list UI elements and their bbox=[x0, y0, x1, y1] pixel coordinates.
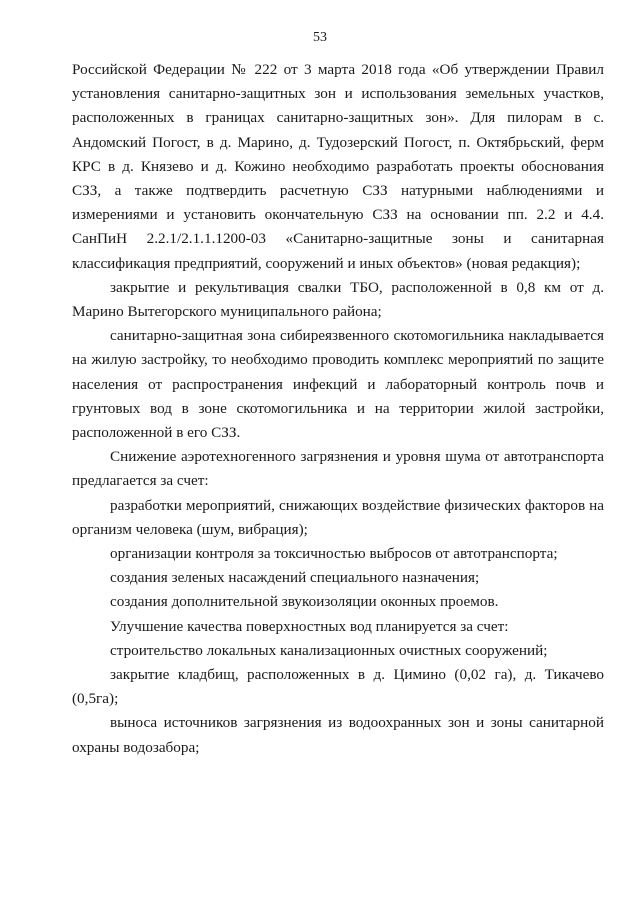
paragraph-surface-water-intro: Улучшение качества поверхностных вод планируется за счет: bbox=[110, 617, 509, 635]
paragraph-continued: Российской Федерации № 222 от 3 марта 2018 года «Об утверждении Правил установления санитарно-защитных зон и использования земельных участков, расположенных в границах санитарно-защитных зон». Для пилорам в с. Андомский Погост, в д. Марино, д. Тудозерский Погост, п. Октябрьский, ферм КРС в д. Князево и д. Кожино необходимо разработать проекты обоснования СЗЗ, а также подтвердить расчетную СЗЗ натурными наблюдениями и измерениями и установить окончательную СЗЗ на основании пп. 2.2 и 4.4. СанПиН 2.2.1/2.1.1.1200-03 «Санитарно-защитные зоны и санитарная классификация предприятий, сооружений и иных объектов» (новая редакция); bbox=[72, 61, 604, 272]
document-body bbox=[72, 58, 604, 760]
paragraph-landfill-closure: закрытие и рекультивация свалки ТБО, расположенной в 0,8 км от д. Марино Вытегорского муниципального района; bbox=[72, 278, 604, 321]
list-item-treatment-facilities: строительство локальных канализационных очистных сооружений; bbox=[110, 641, 548, 659]
list-item-window-insulation: создания дополнительной звукоизоляции оконных проемов. bbox=[110, 593, 499, 611]
paragraph-cattle-burial-zone: санитарно-защитная зона сибиреязвенного скотомогильника накладывается на жилую застройку, то необходимо проводить комплекс мероприятий по защите населения от распространения инфекций и лабораторный контроль почв и грунтовых вод в зоне скотомогильника и на территории жилой застройки, расположенной в его СЗЗ. bbox=[72, 327, 604, 442]
list-item-green-plantings: создания зеленых насаждений специального назначения; bbox=[110, 569, 480, 587]
list-item-physical-factors: разработки мероприятий, снижающих воздействие физических факторов на организм человека (шум, вибрация); bbox=[72, 496, 604, 538]
list-item-toxicity-control: организации контроля за токсичностью выбросов от автотранспорта; bbox=[110, 545, 558, 563]
list-item-pollution-sources: выноса источников загрязнения из водоохранных зон и зоны санитарной охраны водозабора; bbox=[72, 714, 604, 756]
paragraph-noise-reduction-intro: Снижение аэротехногенного загрязнения и уровня шума от автотранспорта предлагается за счет: bbox=[72, 448, 604, 490]
list-item-cemetery-closure: закрытие кладбищ, расположенных в д. Цимино (0,02 га), д. Тикачево (0,5га); bbox=[72, 666, 604, 708]
page-number: 53 bbox=[313, 30, 327, 45]
